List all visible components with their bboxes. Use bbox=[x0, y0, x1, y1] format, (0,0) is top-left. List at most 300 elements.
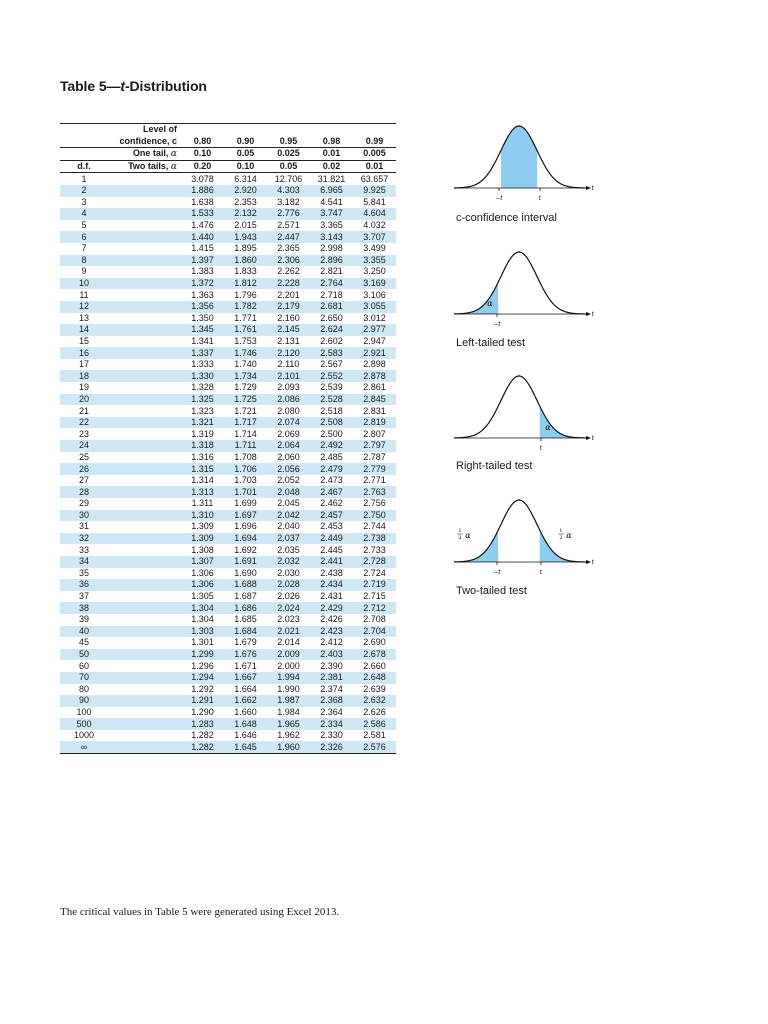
critical-value-cell: 2.583 bbox=[310, 347, 353, 359]
critical-value-cell: 1.341 bbox=[191, 335, 214, 346]
critical-value-cell: 2.738 bbox=[353, 533, 396, 545]
critical-value-cell: 1.303 bbox=[181, 626, 224, 638]
spacer-cell bbox=[108, 591, 181, 603]
right-tailed-caption: Right-tailed test bbox=[456, 460, 533, 472]
critical-value-cell: 2.728 bbox=[353, 556, 396, 568]
table-row bbox=[60, 602, 396, 614]
t-label: t bbox=[539, 569, 543, 576]
df-cell: 3 bbox=[81, 196, 87, 207]
confidence-label: confidence, c bbox=[108, 136, 181, 148]
one-tail-value: 0.10 bbox=[181, 148, 224, 161]
critical-value-cell: 1.646 bbox=[234, 730, 257, 741]
critical-value-cell: 2.368 bbox=[310, 695, 353, 707]
critical-value-cell: 2.724 bbox=[363, 567, 386, 578]
critical-value-cell: 2.639 bbox=[363, 683, 386, 694]
table-row bbox=[60, 556, 396, 568]
table-row bbox=[60, 289, 396, 301]
critical-value-cell: 1.895 bbox=[234, 243, 257, 254]
t-label: t bbox=[538, 195, 542, 202]
spacer-cell bbox=[108, 475, 181, 487]
critical-value-cell: 3.250 bbox=[363, 266, 386, 277]
two-tailed-diagram bbox=[452, 492, 596, 582]
critical-value-cell: 2.048 bbox=[267, 486, 310, 498]
critical-value-cell: 1.753 bbox=[234, 335, 257, 346]
critical-value-cell: 2.262 bbox=[277, 266, 300, 277]
right-tailed-diagram bbox=[452, 368, 596, 458]
spacer-cell bbox=[108, 452, 181, 464]
half-den-right: 2 bbox=[559, 535, 563, 541]
table-row bbox=[60, 637, 396, 649]
critical-value-cell: 1.708 bbox=[234, 451, 257, 462]
critical-value-cell: 1.299 bbox=[181, 649, 224, 661]
critical-value-cell: 2.120 bbox=[267, 347, 310, 359]
critical-value-cell: 1.309 bbox=[181, 533, 224, 545]
table-row bbox=[60, 684, 396, 696]
critical-value-cell: 2.037 bbox=[267, 533, 310, 545]
table-row bbox=[60, 707, 396, 719]
table-row bbox=[60, 359, 396, 371]
spacer-cell bbox=[108, 359, 181, 371]
critical-value-cell: 1.311 bbox=[191, 498, 214, 509]
critical-value-cell: 4.303 bbox=[267, 185, 310, 197]
spacer-cell bbox=[108, 347, 181, 359]
confidence-shaded-region bbox=[501, 126, 537, 188]
table-row bbox=[60, 579, 396, 591]
spacer-cell bbox=[108, 197, 181, 209]
spacer-cell bbox=[108, 544, 181, 556]
critical-value-cell: 6.314 bbox=[234, 173, 257, 184]
two-tails-value: 0.05 bbox=[267, 160, 310, 173]
critical-value-cell: 2.000 bbox=[277, 660, 300, 671]
critical-value-cell: 2.744 bbox=[363, 521, 386, 532]
df-cell: 15 bbox=[78, 335, 89, 346]
spacer-cell bbox=[108, 579, 181, 591]
two-tails-value: 0.10 bbox=[224, 160, 267, 173]
critical-value-cell: 1.690 bbox=[234, 567, 257, 578]
critical-value-cell: 3.055 bbox=[353, 301, 396, 313]
critical-value-cell: 1.638 bbox=[191, 196, 214, 207]
critical-value-cell: 1.330 bbox=[181, 370, 224, 382]
critical-value-cell: 1.679 bbox=[234, 637, 257, 648]
df-cell: 33 bbox=[78, 544, 89, 555]
table-row bbox=[60, 347, 396, 359]
df-cell: 18 bbox=[60, 370, 108, 382]
critical-value-cell: 1.356 bbox=[181, 301, 224, 313]
critical-value-cell: 2.681 bbox=[310, 301, 353, 313]
spacer-cell bbox=[108, 533, 181, 545]
critical-value-cell: 2.390 bbox=[320, 660, 343, 671]
critical-value-cell: 1.318 bbox=[181, 440, 224, 452]
critical-value-cell: 2.733 bbox=[363, 544, 386, 555]
critical-value-cell: 2.132 bbox=[224, 208, 267, 220]
critical-value-cell: 2.715 bbox=[363, 591, 386, 602]
critical-value-cell: 3.182 bbox=[277, 196, 300, 207]
critical-value-cell: 2.878 bbox=[353, 370, 396, 382]
critical-value-cell: 2.602 bbox=[320, 335, 343, 346]
critical-value-cell: 2.457 bbox=[310, 510, 353, 522]
df-cell: 80 bbox=[78, 683, 89, 694]
critical-value-cell: 2.861 bbox=[363, 382, 386, 393]
table-row bbox=[60, 440, 396, 452]
critical-value-cell: 1.740 bbox=[234, 359, 257, 370]
critical-value-cell: 2.431 bbox=[320, 591, 343, 602]
critical-value-cell: 2.467 bbox=[310, 486, 353, 498]
spacer-cell bbox=[108, 521, 181, 533]
critical-value-cell: 2.508 bbox=[310, 417, 353, 429]
df-cell: 1000 bbox=[73, 730, 95, 741]
title-variable: t bbox=[120, 78, 125, 94]
critical-value-cell: 2.056 bbox=[267, 463, 310, 475]
header-one-tail-row bbox=[60, 148, 396, 161]
critical-value-cell: 1.812 bbox=[224, 278, 267, 290]
table-row bbox=[60, 568, 396, 580]
critical-value-cell: 2.539 bbox=[320, 382, 343, 393]
two-tails-text: Two tails, bbox=[128, 160, 169, 171]
df-cell: 14 bbox=[60, 324, 108, 336]
critical-value-cell: 2.712 bbox=[353, 602, 396, 614]
spacer-cell bbox=[108, 440, 181, 452]
table-row bbox=[60, 278, 396, 290]
critical-value-cell: 2.831 bbox=[363, 405, 386, 416]
t-distribution-table bbox=[60, 123, 396, 754]
critical-value-cell: 1.313 bbox=[181, 486, 224, 498]
critical-value-cell: 2.110 bbox=[277, 359, 300, 370]
alpha-symbol: α bbox=[170, 161, 177, 172]
critical-value-cell: 1.383 bbox=[191, 266, 214, 277]
critical-value-cell: 3.169 bbox=[353, 278, 396, 290]
table-row bbox=[60, 428, 396, 440]
critical-value-cell: 2.787 bbox=[363, 451, 386, 462]
critical-value-cell: 2.201 bbox=[277, 289, 300, 300]
spacer-cell bbox=[108, 707, 181, 719]
critical-value-cell: 2.032 bbox=[267, 556, 310, 568]
critical-value-cell: 2.374 bbox=[320, 683, 343, 694]
table-row bbox=[60, 591, 396, 603]
confidence-caption: c-confidence interval bbox=[456, 212, 557, 224]
one-tail-text: One tail, bbox=[132, 147, 169, 158]
critical-value-cell: 1.711 bbox=[224, 440, 267, 452]
critical-value-cell: 1.308 bbox=[191, 544, 214, 555]
critical-value-cell: 2.009 bbox=[267, 649, 310, 661]
table-row bbox=[60, 521, 396, 533]
critical-value-cell: 2.334 bbox=[310, 718, 353, 730]
df-cell: 500 bbox=[60, 718, 108, 730]
critical-value-cell: 4.541 bbox=[320, 196, 343, 207]
critical-value-cell: 1.648 bbox=[224, 718, 267, 730]
critical-value-cell: 2.571 bbox=[277, 220, 300, 231]
spacer-cell bbox=[108, 510, 181, 522]
df-cell: 21 bbox=[78, 405, 89, 416]
critical-value-cell: 1.292 bbox=[191, 683, 214, 694]
spacer-cell bbox=[108, 463, 181, 475]
critical-value-cell: 1.306 bbox=[181, 579, 224, 591]
table-row bbox=[60, 370, 396, 382]
table-row bbox=[60, 301, 396, 313]
two-curve-svg bbox=[452, 492, 596, 582]
spacer-cell bbox=[108, 301, 181, 313]
axis-label: t bbox=[591, 311, 594, 318]
df-cell: 35 bbox=[78, 567, 89, 578]
title-suffix: -Distribution bbox=[124, 78, 207, 94]
bell-curve bbox=[454, 252, 586, 314]
critical-value-cell: 1.333 bbox=[191, 359, 214, 370]
df-cell: 36 bbox=[60, 579, 108, 591]
critical-value-cell: 1.325 bbox=[181, 394, 224, 406]
spacer-cell bbox=[108, 231, 181, 243]
spacer-cell bbox=[108, 626, 181, 638]
critical-value-cell: 1.345 bbox=[181, 324, 224, 336]
left-tailed-diagram bbox=[452, 244, 596, 334]
df-cell: 12 bbox=[60, 301, 108, 313]
critical-value-cell: 1.372 bbox=[181, 278, 224, 290]
critical-value-cell: 2.845 bbox=[353, 394, 396, 406]
critical-value-cell: 1.309 bbox=[191, 521, 214, 532]
spacer-cell bbox=[108, 220, 181, 232]
spacer-cell bbox=[108, 405, 181, 417]
one-tail-label bbox=[108, 148, 181, 161]
critical-value-cell: 2.626 bbox=[363, 706, 386, 717]
df-cell: 27 bbox=[78, 475, 89, 486]
critical-value-cell: 2.434 bbox=[310, 579, 353, 591]
critical-value-cell: 1.314 bbox=[191, 475, 214, 486]
critical-value-cell: 1.321 bbox=[181, 417, 224, 429]
two-tailed-caption: Two-tailed test bbox=[456, 585, 527, 597]
critical-value-cell: 3.707 bbox=[353, 231, 396, 243]
critical-value-cell: 2.518 bbox=[320, 405, 343, 416]
table-row bbox=[60, 208, 396, 220]
spacer-cell bbox=[108, 173, 181, 185]
table-row bbox=[60, 533, 396, 545]
critical-value-cell: 2.779 bbox=[353, 463, 396, 475]
spacer-cell bbox=[108, 289, 181, 301]
critical-value-cell: 2.576 bbox=[353, 741, 396, 753]
confidence-interval-diagram bbox=[452, 118, 596, 208]
critical-value-cell: 1.686 bbox=[224, 602, 267, 614]
df-cell: 19 bbox=[78, 382, 89, 393]
critical-value-cell: 2.228 bbox=[267, 278, 310, 290]
critical-value-cell: 2.763 bbox=[353, 486, 396, 498]
critical-value-cell: 2.690 bbox=[363, 637, 386, 648]
table-row bbox=[60, 220, 396, 232]
table-row bbox=[60, 718, 396, 730]
table-row bbox=[60, 475, 396, 487]
critical-value-cell: 2.764 bbox=[310, 278, 353, 290]
axis-label: t bbox=[591, 435, 594, 442]
critical-value-cell: 1.290 bbox=[191, 706, 214, 717]
critical-value-cell: 2.086 bbox=[267, 394, 310, 406]
df-cell: 26 bbox=[60, 463, 108, 475]
df-cell: 1 bbox=[81, 173, 87, 184]
critical-value-cell: 1.694 bbox=[224, 533, 267, 545]
half-alpha-right: α bbox=[566, 531, 572, 540]
critical-value-cell: 2.080 bbox=[277, 405, 300, 416]
critical-value-cell: 6.965 bbox=[310, 185, 353, 197]
spacer-cell bbox=[108, 498, 181, 510]
one-tail-value: 0.05 bbox=[224, 148, 267, 161]
critical-value-cell: 1.761 bbox=[224, 324, 267, 336]
critical-value-cell: 2.771 bbox=[363, 475, 386, 486]
spacer-cell bbox=[108, 278, 181, 290]
spacer-cell bbox=[108, 602, 181, 614]
critical-value-cell: 2.330 bbox=[320, 730, 343, 741]
critical-value-cell: 2.145 bbox=[267, 324, 310, 336]
critical-value-cell: 1.943 bbox=[224, 231, 267, 243]
table-row bbox=[60, 510, 396, 522]
critical-value-cell: 2.719 bbox=[353, 579, 396, 591]
critical-value-cell: 1.729 bbox=[234, 382, 257, 393]
critical-value-cell: 2.353 bbox=[234, 196, 257, 207]
critical-value-cell: 2.028 bbox=[267, 579, 310, 591]
critical-value-cell: 1.533 bbox=[181, 208, 224, 220]
axis-arrow bbox=[586, 312, 591, 316]
critical-value-cell: 2.485 bbox=[320, 451, 343, 462]
critical-value-cell: 2.648 bbox=[353, 672, 396, 684]
critical-value-cell: 2.447 bbox=[267, 231, 310, 243]
df-cell: 100 bbox=[76, 706, 92, 717]
df-cell: 25 bbox=[78, 451, 89, 462]
critical-value-cell: 1.860 bbox=[224, 255, 267, 267]
table-row bbox=[60, 313, 396, 325]
df-cell: 11 bbox=[79, 289, 89, 300]
critical-value-cell: 2.492 bbox=[310, 440, 353, 452]
critical-value-cell: 2.977 bbox=[353, 324, 396, 336]
header-two-tails-row bbox=[60, 160, 396, 173]
df-label: d.f. bbox=[60, 160, 108, 173]
critical-value-cell: 2.040 bbox=[277, 521, 300, 532]
critical-value-cell: 1.315 bbox=[181, 463, 224, 475]
critical-value-cell: 2.306 bbox=[267, 255, 310, 267]
critical-value-cell: 1.701 bbox=[224, 486, 267, 498]
df-cell: 10 bbox=[60, 278, 108, 290]
axis-label: t bbox=[591, 185, 594, 192]
confidence-value: 0.99 bbox=[353, 136, 396, 148]
critical-value-cell: 1.782 bbox=[224, 301, 267, 313]
critical-value-cell: 2.160 bbox=[277, 312, 300, 323]
critical-value-cell: 2.581 bbox=[363, 730, 386, 741]
confidence-value: 0.95 bbox=[267, 136, 310, 148]
critical-value-cell: 1.706 bbox=[224, 463, 267, 475]
critical-value-cell: 2.586 bbox=[353, 718, 396, 730]
table-row bbox=[60, 660, 396, 672]
table-row bbox=[60, 243, 396, 255]
table-row bbox=[60, 452, 396, 464]
critical-value-cell: 2.449 bbox=[310, 533, 353, 545]
spacer-cell bbox=[108, 741, 181, 753]
table-row bbox=[60, 741, 396, 753]
critical-value-cell: 2.947 bbox=[363, 335, 386, 346]
table-row bbox=[60, 394, 396, 406]
spacer-cell bbox=[108, 255, 181, 267]
critical-value-cell: 2.441 bbox=[310, 556, 353, 568]
table-row bbox=[60, 498, 396, 510]
critical-value-cell: 2.819 bbox=[353, 417, 396, 429]
alpha-symbol: α bbox=[170, 148, 177, 159]
two-tails-value: 0.01 bbox=[353, 160, 396, 173]
confidence-curve-svg bbox=[452, 118, 596, 208]
critical-value-cell: 1.684 bbox=[224, 626, 267, 638]
axis-arrow bbox=[586, 560, 591, 564]
critical-value-cell: 1.415 bbox=[191, 243, 214, 254]
df-cell: 50 bbox=[60, 649, 108, 661]
critical-value-cell: 2.453 bbox=[320, 521, 343, 532]
critical-value-cell: 2.660 bbox=[363, 660, 386, 671]
critical-value-cell: 1.310 bbox=[181, 510, 224, 522]
confidence-value: 0.98 bbox=[310, 136, 353, 148]
spacer-cell bbox=[108, 243, 181, 255]
critical-value-cell: 1.363 bbox=[191, 289, 214, 300]
critical-value-cell: 2.035 bbox=[277, 544, 300, 555]
critical-value-cell: 2.898 bbox=[363, 359, 386, 370]
alpha-label: α bbox=[487, 299, 493, 308]
df-cell: 13 bbox=[78, 312, 89, 323]
spacer-cell bbox=[108, 660, 181, 672]
two-tail-right-shaded-region bbox=[540, 530, 586, 562]
critical-value-cell: 1.350 bbox=[191, 312, 214, 323]
critical-value-cell: 2.014 bbox=[277, 637, 300, 648]
title-prefix: Table 5— bbox=[60, 78, 121, 94]
spacer-cell bbox=[108, 637, 181, 649]
table-row bbox=[60, 463, 396, 475]
critical-value-cell: 2.776 bbox=[267, 208, 310, 220]
critical-value-cell: 2.438 bbox=[320, 567, 343, 578]
half-den-left: 2 bbox=[458, 535, 462, 541]
critical-value-cell: 3.078 bbox=[191, 173, 214, 184]
critical-value-cell: 1.886 bbox=[181, 185, 224, 197]
spacer-cell bbox=[108, 185, 181, 197]
half-num-left: 1 bbox=[458, 528, 462, 534]
critical-value-cell: 2.632 bbox=[353, 695, 396, 707]
critical-value-cell: 2.045 bbox=[277, 498, 300, 509]
critical-value-cell: 2.500 bbox=[320, 428, 343, 439]
spacer-cell bbox=[108, 730, 181, 742]
df-cell: 20 bbox=[60, 394, 108, 406]
critical-value-cell: 2.473 bbox=[320, 475, 343, 486]
critical-value-cell: 2.069 bbox=[277, 428, 300, 439]
critical-value-cell: 2.479 bbox=[310, 463, 353, 475]
critical-value-cell: 2.364 bbox=[320, 706, 343, 717]
df-cell: 38 bbox=[60, 602, 108, 614]
confidence-value: 0.80 bbox=[181, 136, 224, 148]
critical-value-cell: 2.326 bbox=[310, 741, 353, 753]
df-cell: ∞ bbox=[60, 741, 108, 753]
critical-value-cell: 1.397 bbox=[181, 255, 224, 267]
critical-value-cell: 1.703 bbox=[234, 475, 257, 486]
table-row bbox=[60, 695, 396, 707]
critical-value-cell: 3.106 bbox=[363, 289, 386, 300]
df-cell: 32 bbox=[60, 533, 108, 545]
alpha-label: α bbox=[545, 423, 551, 432]
critical-value-cell: 1.721 bbox=[234, 405, 257, 416]
critical-value-cell: 1.692 bbox=[234, 544, 257, 555]
header-level-row bbox=[60, 124, 396, 136]
page-title bbox=[60, 78, 207, 94]
critical-value-cell: 1.304 bbox=[181, 602, 224, 614]
critical-value-cell: 2.920 bbox=[224, 185, 267, 197]
spacer-cell bbox=[108, 649, 181, 661]
critical-value-cell: 2.429 bbox=[310, 602, 353, 614]
critical-value-cell: 1.990 bbox=[277, 683, 300, 694]
df-cell: 5 bbox=[81, 220, 87, 231]
neg-t-label: −t bbox=[495, 195, 503, 202]
critical-value-cell: 1.337 bbox=[181, 347, 224, 359]
critical-value-cell: 2.624 bbox=[310, 324, 353, 336]
critical-value-cell: 3.365 bbox=[320, 220, 343, 231]
critical-value-cell: 1.994 bbox=[267, 672, 310, 684]
table-row bbox=[60, 185, 396, 197]
right-tail-shaded-region bbox=[540, 406, 586, 438]
axis-arrow bbox=[586, 186, 591, 190]
df-cell: 40 bbox=[60, 626, 108, 638]
